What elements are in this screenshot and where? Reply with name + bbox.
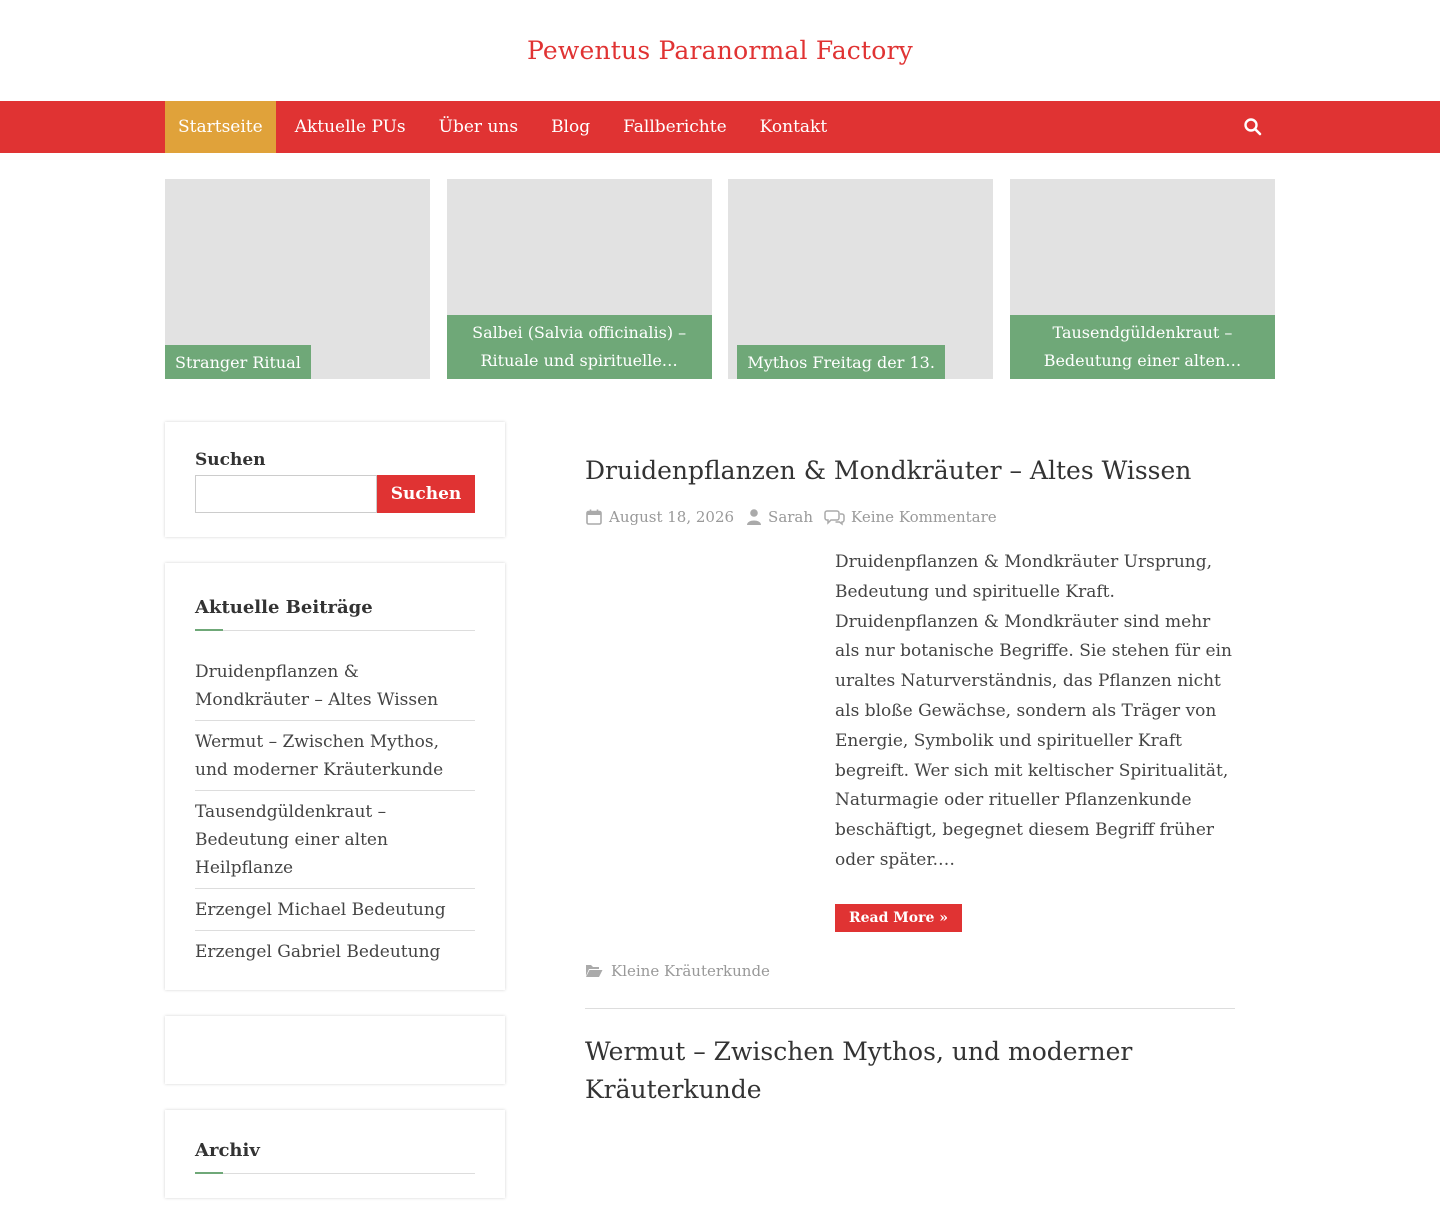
post-date[interactable]: [585, 508, 734, 526]
widget-title: Archiv: [195, 1140, 475, 1174]
recent-post-link[interactable]: Wermut – Zwischen Mythos, und moderner Kräuterkunde: [195, 721, 475, 791]
featured-caption[interactable]: Tausendgüldenkraut – Bedeutung einer alten…: [1010, 315, 1275, 379]
comments-icon: [825, 508, 845, 526]
nav-item-kontakt[interactable]: Kontakt: [759, 117, 828, 137]
nav-container: [165, 101, 1275, 153]
widget-title: Aktuelle Beiträge: [195, 597, 475, 631]
user-icon: [746, 508, 762, 526]
featured-post-4[interactable]: [1010, 179, 1275, 379]
search-widget: [165, 422, 505, 537]
featured-post-3[interactable]: [728, 179, 993, 379]
search-input[interactable]: [195, 475, 377, 513]
nav-item-ueber-uns[interactable]: Über uns: [438, 117, 519, 137]
post-meta: [585, 508, 1235, 526]
post-author-text: Sarah: [768, 508, 814, 526]
recent-post-link[interactable]: Erzengel Gabriel Bedeutung: [195, 942, 441, 962]
archive-widget: [165, 1110, 505, 1198]
post-category[interactable]: [585, 962, 1235, 980]
nav-item-startseite[interactable]: Startseite: [165, 101, 276, 153]
nav-item-blog[interactable]: Blog: [551, 117, 591, 137]
featured-post-2[interactable]: [447, 179, 712, 379]
post-date-text: August 18, 2026: [609, 508, 735, 526]
read-more-button[interactable]: Read More »: [835, 904, 962, 932]
empty-widget: [165, 1016, 505, 1084]
calendar-icon: [585, 508, 603, 526]
folder-open-icon: [585, 963, 603, 979]
content-area: [165, 422, 1275, 1224]
search-button[interactable]: Suchen: [377, 475, 475, 513]
post-author[interactable]: [746, 508, 813, 526]
search-form: [195, 475, 475, 513]
post-title[interactable]: Wermut – Zwischen Mythos, und moderner Kräuterkunde: [585, 1036, 1133, 1104]
site-title[interactable]: Pewentus Paranormal Factory: [527, 36, 913, 65]
recent-post-link[interactable]: Druidenpflanzen & Mondkräuter – Altes Wissen: [195, 649, 475, 721]
recent-post-link[interactable]: Erzengel Michael Bedeutung: [195, 889, 475, 931]
post-excerpt: [835, 548, 1235, 932]
recent-posts-widget: [165, 563, 505, 990]
post-entry: [585, 452, 1235, 1009]
featured-caption[interactable]: Stranger Ritual: [165, 345, 311, 379]
featured-posts: [165, 179, 1275, 379]
post-body: [585, 548, 1235, 932]
search-icon[interactable]: [1243, 117, 1263, 137]
recent-post-link[interactable]: Tausendgüldenkraut – Bedeutung einer alten Heilpflanze: [195, 791, 475, 889]
post-comments[interactable]: [825, 508, 997, 526]
main-navigation: [0, 101, 1440, 153]
site-header: [0, 0, 1440, 101]
post-entry: [585, 1033, 1235, 1109]
sidebar: [165, 422, 505, 1224]
featured-caption[interactable]: Salbei (Salvia officinalis) – Rituale und spirituelle…: [447, 315, 712, 379]
post-thumbnail[interactable]: [585, 548, 835, 932]
search-label: Suchen: [195, 450, 266, 470]
nav-item-aktuelle-pus[interactable]: Aktuelle PUs: [294, 117, 406, 137]
featured-post-1[interactable]: [165, 179, 430, 379]
recent-posts-list: [195, 649, 475, 966]
post-title[interactable]: Druidenpflanzen & Mondkräuter – Altes Wissen: [585, 456, 1192, 485]
post-comments-text: Keine Kommentare: [851, 508, 997, 526]
nav-item-fallberichte[interactable]: Fallberichte: [623, 117, 727, 137]
featured-caption[interactable]: Mythos Freitag der 13.: [737, 345, 945, 379]
post-category-text: Kleine Kräuterkunde: [611, 961, 770, 980]
post-excerpt-text: Druidenpflanzen & Mondkräuter Ursprung, Bedeutung und spirituelle Kraft. Druidenpflanzen & Mondkräuter sind mehr als nur botanische Begriffe. Sie stehen für ein uraltes Naturverständnis, das Pflanzen nicht als bloße Gewächse, sondern als Träger von Energie, Symbolik und spiritueller Kraft begreift. Wer sich mit keltischer Spiritualität, Naturmagie oder ritueller Pflanzenkunde beschäftigt, begegnet diesem Begriff früher oder später.…: [835, 552, 1232, 870]
post-divider: [585, 1008, 1235, 1009]
post-list: [585, 422, 1235, 1224]
